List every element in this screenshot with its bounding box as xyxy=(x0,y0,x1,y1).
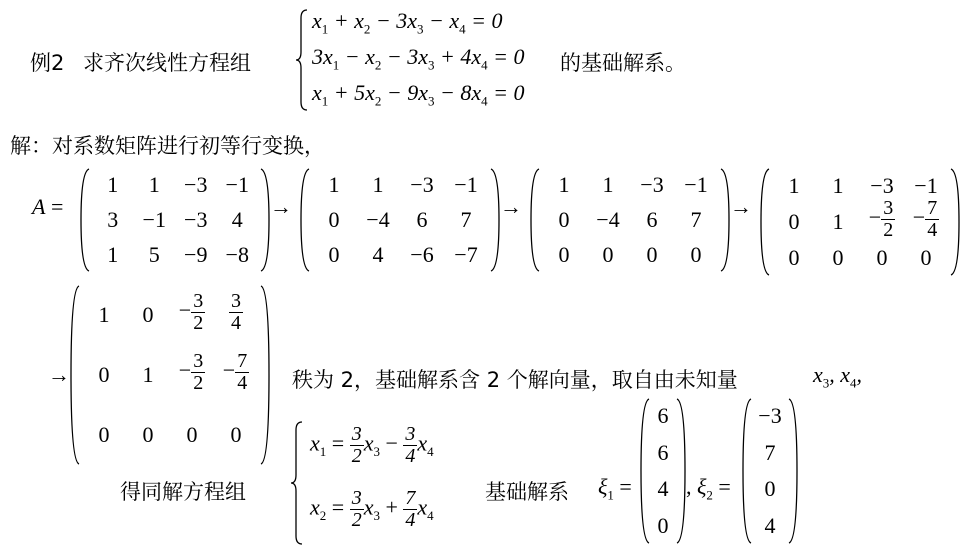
matrix-entry: 0 xyxy=(657,512,669,538)
arrow-icon: → xyxy=(500,194,522,219)
matrix-entry: −6 xyxy=(410,241,434,267)
matrix-entry: −4 xyxy=(596,207,620,232)
matrix-entry: 0 xyxy=(602,241,614,267)
right-paren-icon xyxy=(788,398,798,544)
matrix-1 xyxy=(80,168,270,272)
matrix-entry: −3 xyxy=(640,172,664,198)
matrix-entry: 0 xyxy=(920,245,932,270)
matrix-entry: −3 xyxy=(758,403,782,429)
matrix-entry: 0 xyxy=(788,245,800,270)
matrix-entry: −7 xyxy=(454,241,478,267)
system-eq-2: $3x_1 - x_2 - 3x_3 + 4x_4 = 0$ xyxy=(312,44,525,73)
matrix-entry: 6 xyxy=(657,439,669,465)
arrow-icon: → xyxy=(730,194,752,219)
matrix-entry: 4 xyxy=(231,207,243,232)
same-system-label: 得同解方程组 xyxy=(120,480,246,504)
matrix-entry: −1 xyxy=(684,172,708,198)
matrix-entry: 3 xyxy=(107,207,119,232)
matrix-entry: −3 xyxy=(184,172,208,198)
arrow-icon: → xyxy=(48,362,70,387)
matrix-entry: 1 xyxy=(788,173,800,198)
matrix-entry: 0 xyxy=(876,245,888,270)
matrix-entry: 6 xyxy=(657,403,669,429)
matrix-entry: − $\frac{3}{2}$ xyxy=(178,350,204,394)
system-eq-1: $x_1 + x_2 - 3x_3 - x_4 = 0$ xyxy=(312,8,503,37)
matrix-entry: $\frac{3}{4}$ xyxy=(231,290,241,334)
matrix-4 xyxy=(760,168,960,276)
matrix-entry: 7 xyxy=(764,439,776,465)
matrix-entry: 1 xyxy=(328,172,340,198)
left-paren-icon xyxy=(760,168,770,276)
left-paren-icon xyxy=(640,398,650,544)
left-paren-icon xyxy=(530,168,540,272)
matrix-entry: 1 xyxy=(602,172,614,198)
matrix-name: A = xyxy=(32,194,64,219)
matrix-entry: −1 xyxy=(914,173,938,198)
matrix-entry: −3 xyxy=(870,173,894,198)
right-paren-icon xyxy=(260,285,270,465)
matrix-entry: 0 xyxy=(558,207,570,232)
free-vars: $x_3$, $x_4$, xyxy=(813,362,863,391)
matrix-entry: 0 xyxy=(230,422,242,447)
left-paren-icon xyxy=(300,168,310,272)
equiv-eq-2: $x_2$ = $\frac{3}{2}$ $x_3$ + $\frac{7}{4}$ $x_4$ xyxy=(310,487,434,531)
matrix-entry: −1 xyxy=(142,207,166,232)
matrix-entry: 0 xyxy=(788,209,800,234)
matrix-entry: −1 xyxy=(225,172,249,198)
matrix-entry: 0 xyxy=(690,241,702,267)
matrix-entry: 1 xyxy=(98,302,110,327)
matrix-3 xyxy=(530,168,730,272)
matrix-entry: − $\frac{3}{2}$ xyxy=(178,290,204,334)
matrix-entry: 0 xyxy=(142,302,154,327)
matrix-entry: − $\frac{7}{4}$ xyxy=(222,350,248,394)
solution-intro: 解：对系数矩阵进行初等行变换， xyxy=(10,134,325,158)
arrow-icon: → xyxy=(270,194,292,219)
matrix-entry: 6 xyxy=(416,207,428,232)
matrix-entry: 0 xyxy=(98,422,110,447)
matrix-entry: 1 xyxy=(558,172,570,198)
matrix-entry: 1 xyxy=(142,362,154,387)
matrix-entry: −3 xyxy=(184,207,208,232)
matrix-entry: 0 xyxy=(186,422,198,447)
right-paren-icon xyxy=(720,168,730,272)
matrix-entry: 4 xyxy=(764,512,776,538)
left-paren-icon xyxy=(742,398,752,544)
matrix-entry: −9 xyxy=(184,241,208,267)
matrix-entry: 0 xyxy=(328,241,340,267)
matrix-entry: 7 xyxy=(460,207,472,232)
left-paren-icon xyxy=(80,168,90,272)
matrix-entry: 0 xyxy=(764,476,776,502)
right-paren-icon xyxy=(490,168,500,272)
matrix-entry: 0 xyxy=(98,362,110,387)
matrix-2 xyxy=(300,168,500,272)
matrix-entry: 4 xyxy=(657,476,669,502)
xi2-name: , $\xi_2$ = xyxy=(686,474,731,503)
xi1-name: $\xi_1$ = xyxy=(598,474,632,503)
matrix-entry: 0 xyxy=(328,207,340,232)
matrix-entry: −8 xyxy=(225,241,249,267)
matrix-entry: 0 xyxy=(142,422,154,447)
problem-label: 例2 xyxy=(30,51,65,75)
matrix-entry: 0 xyxy=(646,241,658,267)
matrix-entry: − $\frac{3}{2}$ xyxy=(868,197,894,241)
matrix-entry: 6 xyxy=(646,207,658,232)
matrix-entry: 4 xyxy=(372,241,384,267)
matrix-entry: 0 xyxy=(558,241,570,267)
rank-text: 秩为 2，基础解系含 2 个解向量，取自由未知量 xyxy=(292,368,738,392)
right-paren-icon xyxy=(676,398,686,544)
problem-suffix: 的基础解系。 xyxy=(560,51,686,75)
left-brace-icon xyxy=(295,8,311,112)
matrix-entry: 1 xyxy=(107,172,119,198)
vector-xi1 xyxy=(640,398,686,544)
equiv-eq-1: $x_1$ = $\frac{3}{2}$ $x_3$ − $\frac{3}{4}$ $x_4$ xyxy=(310,423,434,467)
matrix-entry: −3 xyxy=(410,172,434,198)
left-paren-icon xyxy=(70,285,80,465)
right-paren-icon xyxy=(950,168,960,276)
matrix-entry: −4 xyxy=(366,207,390,232)
matrix-entry: 7 xyxy=(690,207,702,232)
matrix-entry: − $\frac{7}{4}$ xyxy=(912,197,938,241)
matrix-entry: 0 xyxy=(832,245,844,270)
system-eq-3: $x_1 + 5x_2 - 9x_3 - 8x_4 = 0$ xyxy=(312,80,525,109)
left-brace-icon xyxy=(290,420,306,546)
matrix-entry: 1 xyxy=(148,172,160,198)
matrix-entry: 1 xyxy=(372,172,384,198)
matrix-entry: 5 xyxy=(148,241,160,267)
problem-prompt: 求齐次线性方程组 xyxy=(83,51,251,75)
matrix-entry: 1 xyxy=(832,173,844,198)
basis-label: 基础解系 xyxy=(485,480,569,504)
matrix-5 xyxy=(70,285,270,465)
right-paren-icon xyxy=(260,168,270,272)
matrix-entry: 1 xyxy=(832,209,844,234)
vector-xi2 xyxy=(742,398,798,544)
matrix-entry: 1 xyxy=(107,241,119,267)
matrix-entry: −1 xyxy=(454,172,478,198)
